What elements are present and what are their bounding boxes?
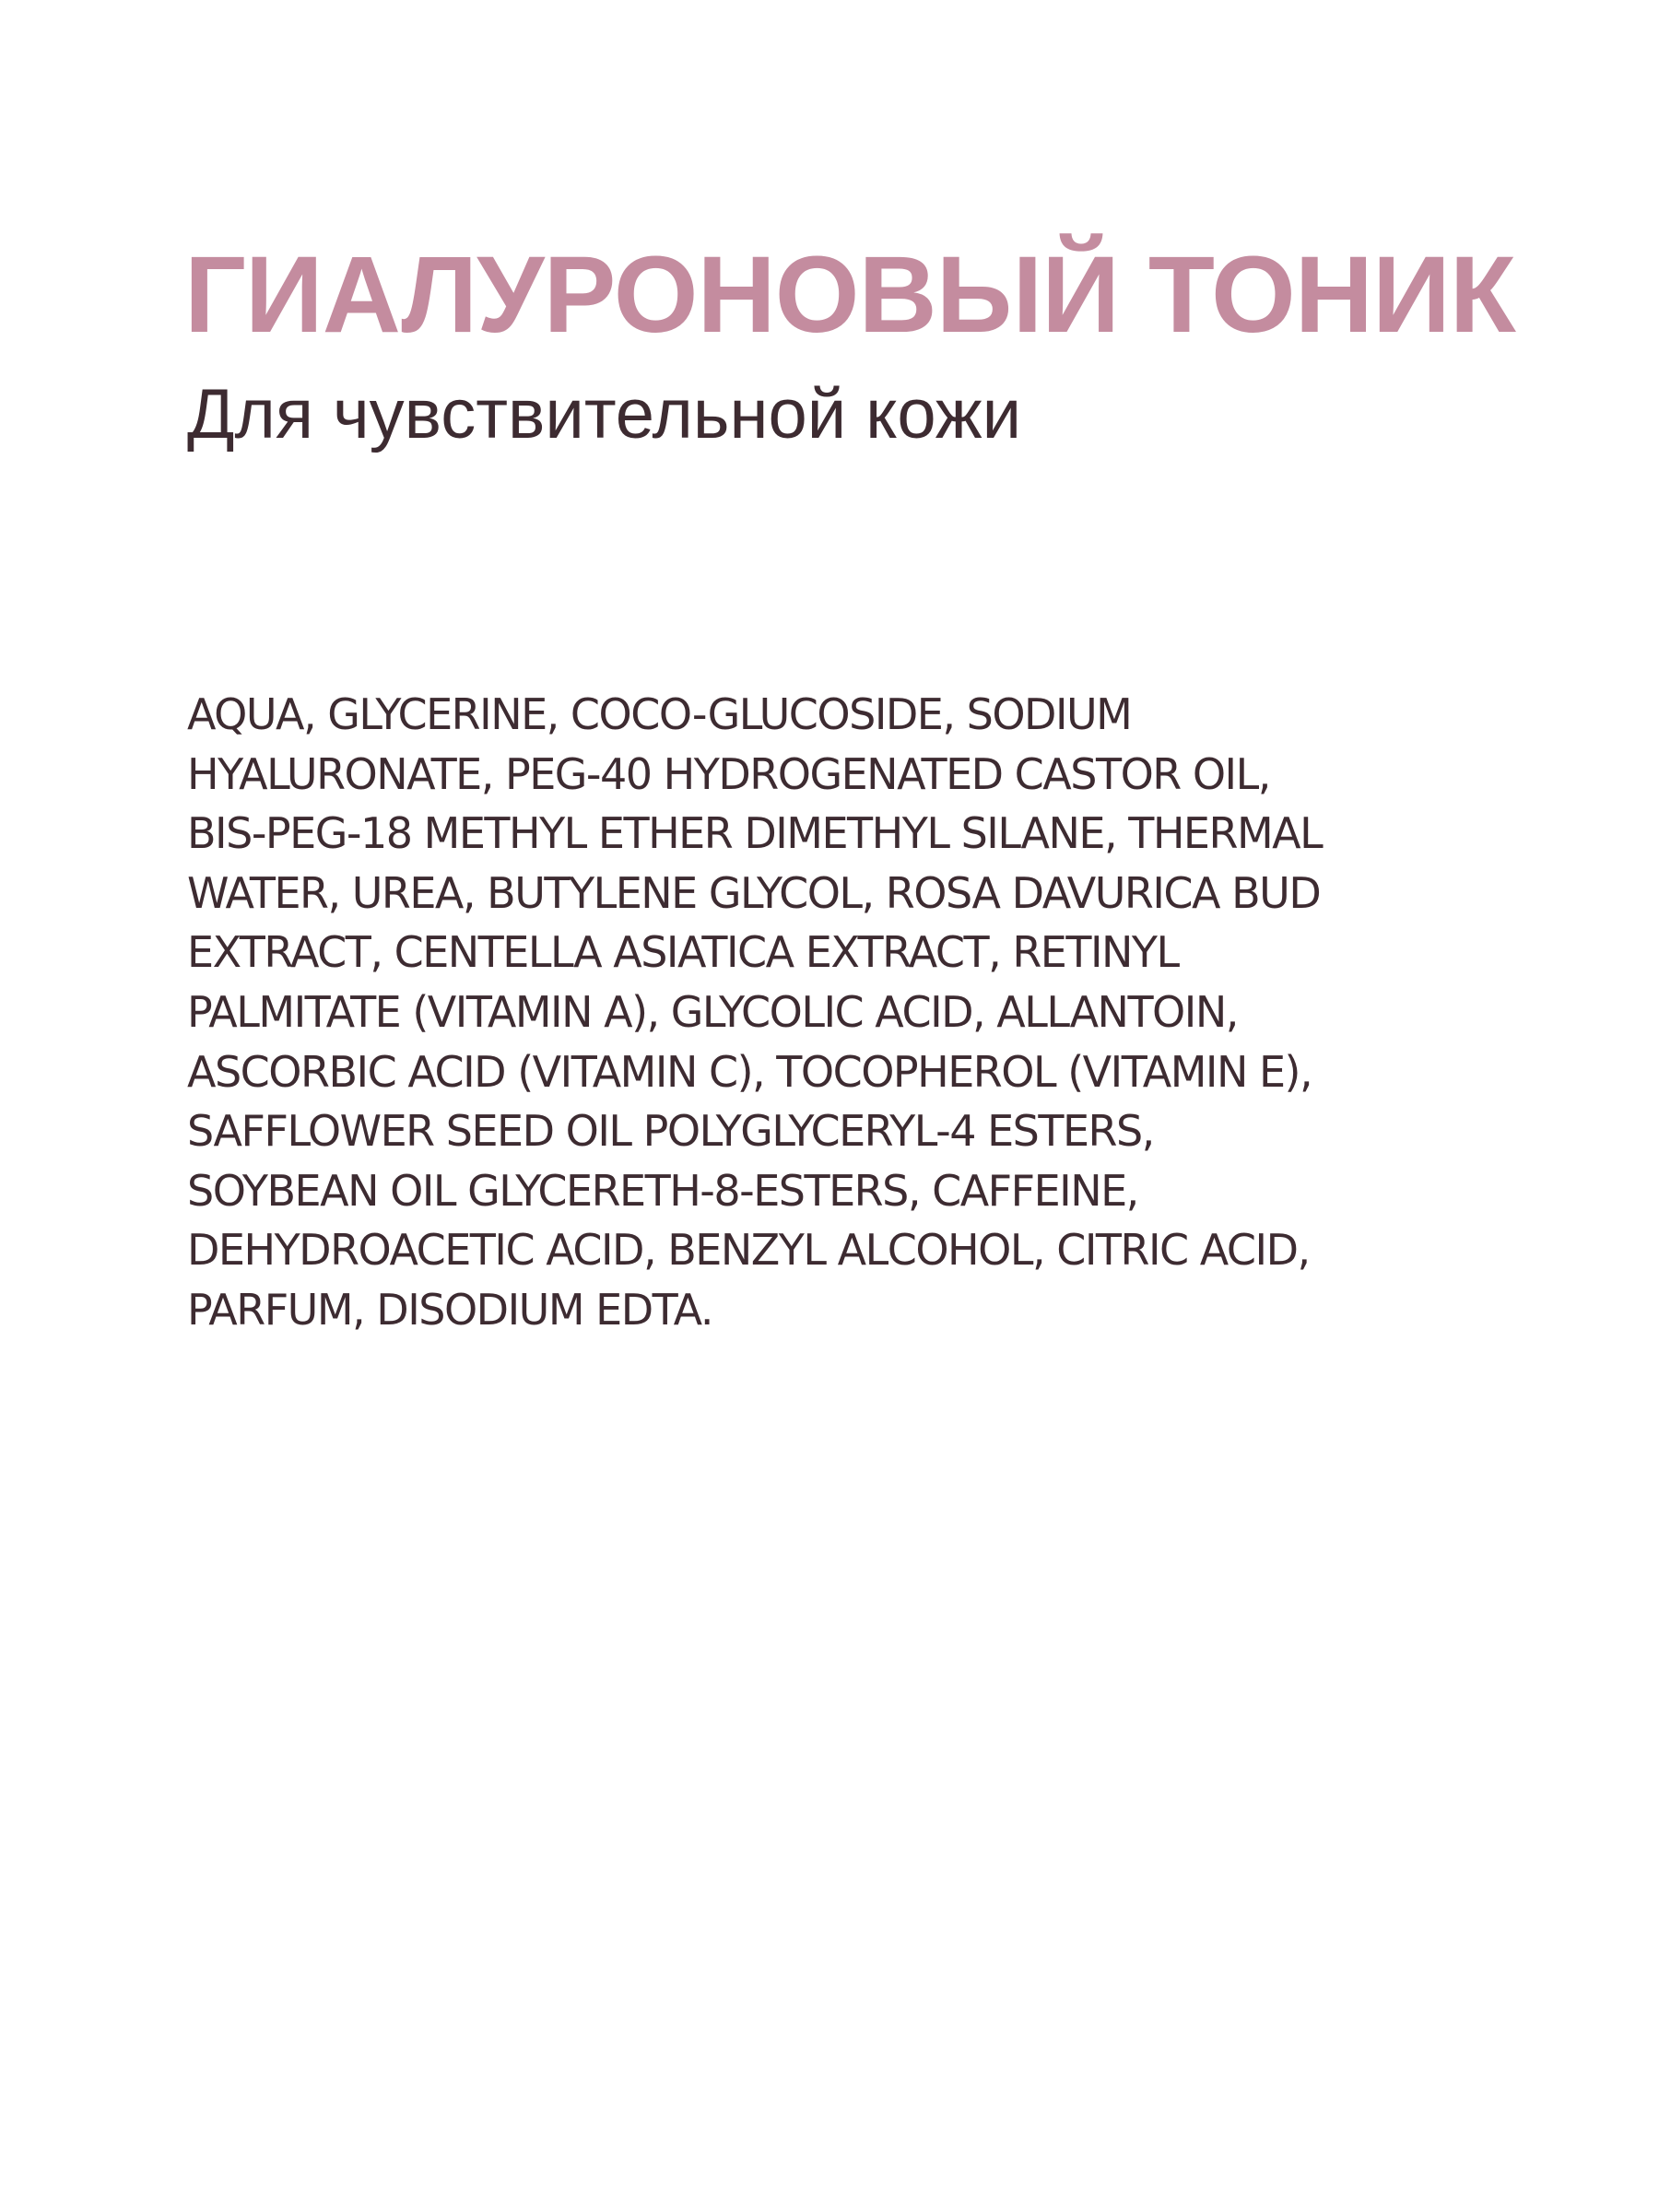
product-subtitle: Для чувствительной кожи bbox=[187, 375, 1022, 453]
ingredients-line: WATER, UREA, BUTYLENE GLYCOL, ROSA DAVURICA BUD bbox=[187, 867, 1321, 918]
ingredients-line: ASCORBIC ACID (VITAMIN C), TOCOPHEROL (VITAMIN E), bbox=[187, 1046, 1312, 1097]
ingredients-line: SOYBEAN OIL GLYCERETH-8-ESTERS, CAFFEINE, bbox=[187, 1165, 1138, 1216]
ingredients-line: PALMITATE (VITAMIN A), GLYCOLIC ACID, ALLANTOIN, bbox=[187, 986, 1238, 1037]
ingredients-line: SAFFLOWER SEED OIL POLYGLYCERYL-4 ESTERS, bbox=[187, 1106, 1154, 1157]
ingredients-line: BIS-PEG-18 METHYL ETHER DIMETHYL SILANE, THERMAL bbox=[187, 808, 1323, 859]
ingredients-line: EXTRACT, CENTELLA ASIATICA EXTRACT, RETINYL bbox=[187, 927, 1179, 978]
ingredients-line: PARFUM, DISODIUM EDTA. bbox=[187, 1284, 712, 1335]
product-title: ГИАЛУРОНОВЫЙ ТОНИК bbox=[184, 234, 1515, 356]
ingredients-line: HYALURONATE, PEG-40 HYDROGENATED CASTOR OIL, bbox=[187, 748, 1270, 799]
ingredients-list bbox=[187, 685, 1477, 1340]
ingredients-line: AQUA, GLYCERINE, COCO-GLUCOSIDE, SODIUM bbox=[187, 689, 1132, 739]
ingredients-line: DEHYDROACETIC ACID, BENZYL ALCOHOL, CITRIC ACID, bbox=[187, 1225, 1310, 1276]
